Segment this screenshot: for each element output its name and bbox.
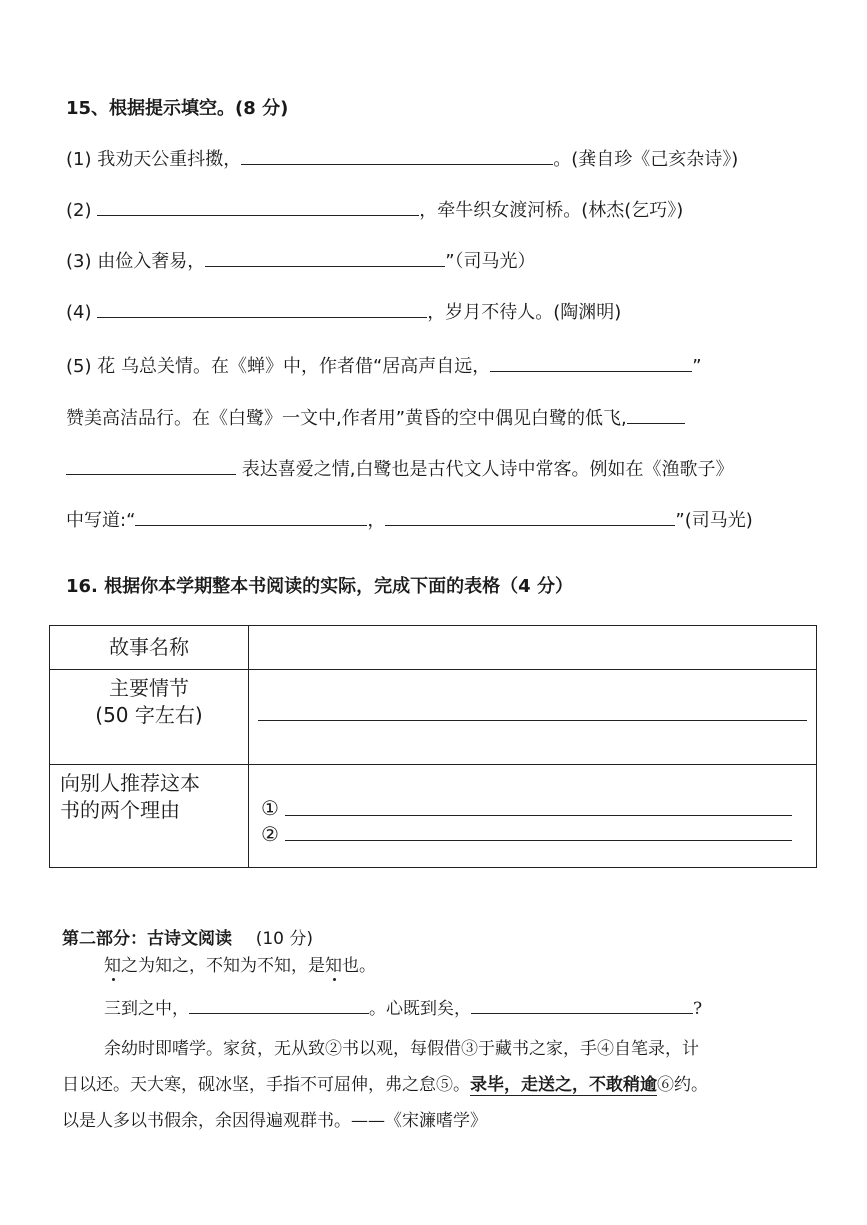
q15-l4-suffix: ，岁月不待人。(陶渊明) — [427, 302, 622, 323]
part2-l1-mid: 之为知之，不知为不知，是 — [121, 956, 325, 976]
part2-line-2 — [104, 998, 702, 1020]
q15-line-2 — [66, 200, 683, 222]
reason-1-line — [285, 815, 792, 816]
reasons-label-2: 书的两个理由 — [60, 798, 180, 822]
q15-l2-prefix: (2) — [66, 200, 92, 221]
part2-blank-2[interactable] — [471, 999, 693, 1014]
q15-l1-suffix: 。(龚自珍《己亥杂诗》) — [553, 149, 739, 170]
part2-score: (10 分) — [255, 929, 313, 949]
q15-title: 15、根据提示填空。(8 分) — [66, 98, 289, 119]
q15-l8-suffix: ”(司马光) — [675, 510, 753, 531]
part2-line-4 — [62, 1074, 708, 1096]
q15-line-8 — [66, 510, 753, 532]
q15-l5-prefix: (5) 花 乌总关情。在《蝉》中，作者借“居高声自远， — [66, 356, 491, 377]
table-label-main-plot — [50, 670, 249, 765]
main-plot-note: (50 字左右) — [95, 703, 203, 727]
part2-title — [62, 928, 313, 950]
zhi-dotted-1: 知 — [104, 956, 121, 976]
q15-l4-prefix: (4) — [66, 302, 92, 323]
reason-1-marker: ① — [261, 796, 279, 820]
q15-l2-suffix: ，牵牛织女渡河桥。(林杰(乞巧》) — [419, 200, 684, 221]
part2-l2-suffix: ? — [693, 999, 703, 1019]
q15-blank-8[interactable] — [135, 511, 367, 526]
q15-blank-6[interactable] — [627, 409, 685, 424]
q15-line-6 — [66, 408, 685, 430]
q15-l8-mid: ， — [367, 510, 386, 531]
table-label-reasons — [50, 765, 249, 868]
part2-title-text: 第二部分：古诗文阅读 — [62, 929, 232, 949]
q15-line-7 — [66, 459, 733, 481]
part2-line-1 — [104, 955, 376, 977]
part2-line-3: 余幼时即嗜学。家贫，无从致②书以观，每假借③于藏书之家，手④自笔录，计 — [104, 1039, 699, 1059]
q16-title: 16. 根据你本学期整本书阅读的实际，完成下面的表格（4 分） — [66, 576, 573, 597]
q15-line-1 — [66, 149, 738, 171]
part2-line-5: 以是人多以书假余，余因得遍观群书。——《宋濂嗜学》 — [62, 1111, 487, 1131]
story-name-cell[interactable] — [249, 626, 817, 670]
part2-blank-1[interactable] — [189, 999, 369, 1014]
q15-blank-4[interactable] — [97, 303, 427, 318]
q15-blank-3[interactable] — [205, 252, 445, 267]
main-plot-cell[interactable] — [249, 670, 817, 765]
q15-l3-suffix: ”（司马光） — [445, 251, 536, 272]
reading-table — [49, 625, 817, 868]
table-label-story-name: 故事名称 — [50, 626, 249, 670]
reason-2-marker: ② — [261, 822, 279, 846]
q15-l5-suffix: ” — [692, 356, 702, 377]
q15-line-5 — [66, 356, 702, 378]
q15-l7-text: 表达喜爱之情,白鹭也是古代文人诗中常客。例如在《渔歌子》 — [241, 459, 734, 480]
part2-l4-b: ⑥约。 — [657, 1075, 708, 1095]
main-plot-label: 主要情节 — [109, 676, 189, 700]
q15-blank-7[interactable] — [66, 460, 236, 475]
q15-l3-prefix: (3) 由俭入奢易， — [66, 251, 206, 272]
part2-l2-prefix: 三到之中， — [104, 999, 189, 1019]
part2-l1-end: 也。 — [342, 956, 376, 976]
q15-blank-1[interactable] — [241, 150, 553, 165]
part2-l4-a: 日以还。天大寒，砚冰坚，手指不可屈伸，弗之怠⑤。 — [62, 1075, 470, 1095]
q15-blank-2[interactable] — [97, 201, 419, 216]
reasons-cell[interactable] — [249, 765, 817, 868]
q15-l1-prefix: (1) 我劝天公重抖擞， — [66, 149, 242, 170]
q15-blank-5[interactable] — [490, 357, 692, 372]
reasons-label-1: 向别人推荐这本 — [60, 771, 200, 795]
q15-blank-9[interactable] — [385, 511, 675, 526]
q15-line-3 — [66, 251, 536, 273]
reason-2-line — [285, 840, 792, 841]
q15-line-4 — [66, 302, 621, 324]
underlined-sentence: 录毕，走送之，不敢稍逾 — [470, 1075, 657, 1095]
q15-l6-text: 赞美高洁品行。在《白鹭》一文中,作者用”黄昏的空中偶见白鹭的低飞, — [66, 408, 627, 429]
q15-l8-prefix: 中写道:“ — [66, 510, 136, 531]
part2-l2-mid: 。心既到矣， — [369, 999, 471, 1019]
main-plot-line — [258, 720, 807, 721]
zhi-dotted-2: 知 — [325, 956, 342, 976]
